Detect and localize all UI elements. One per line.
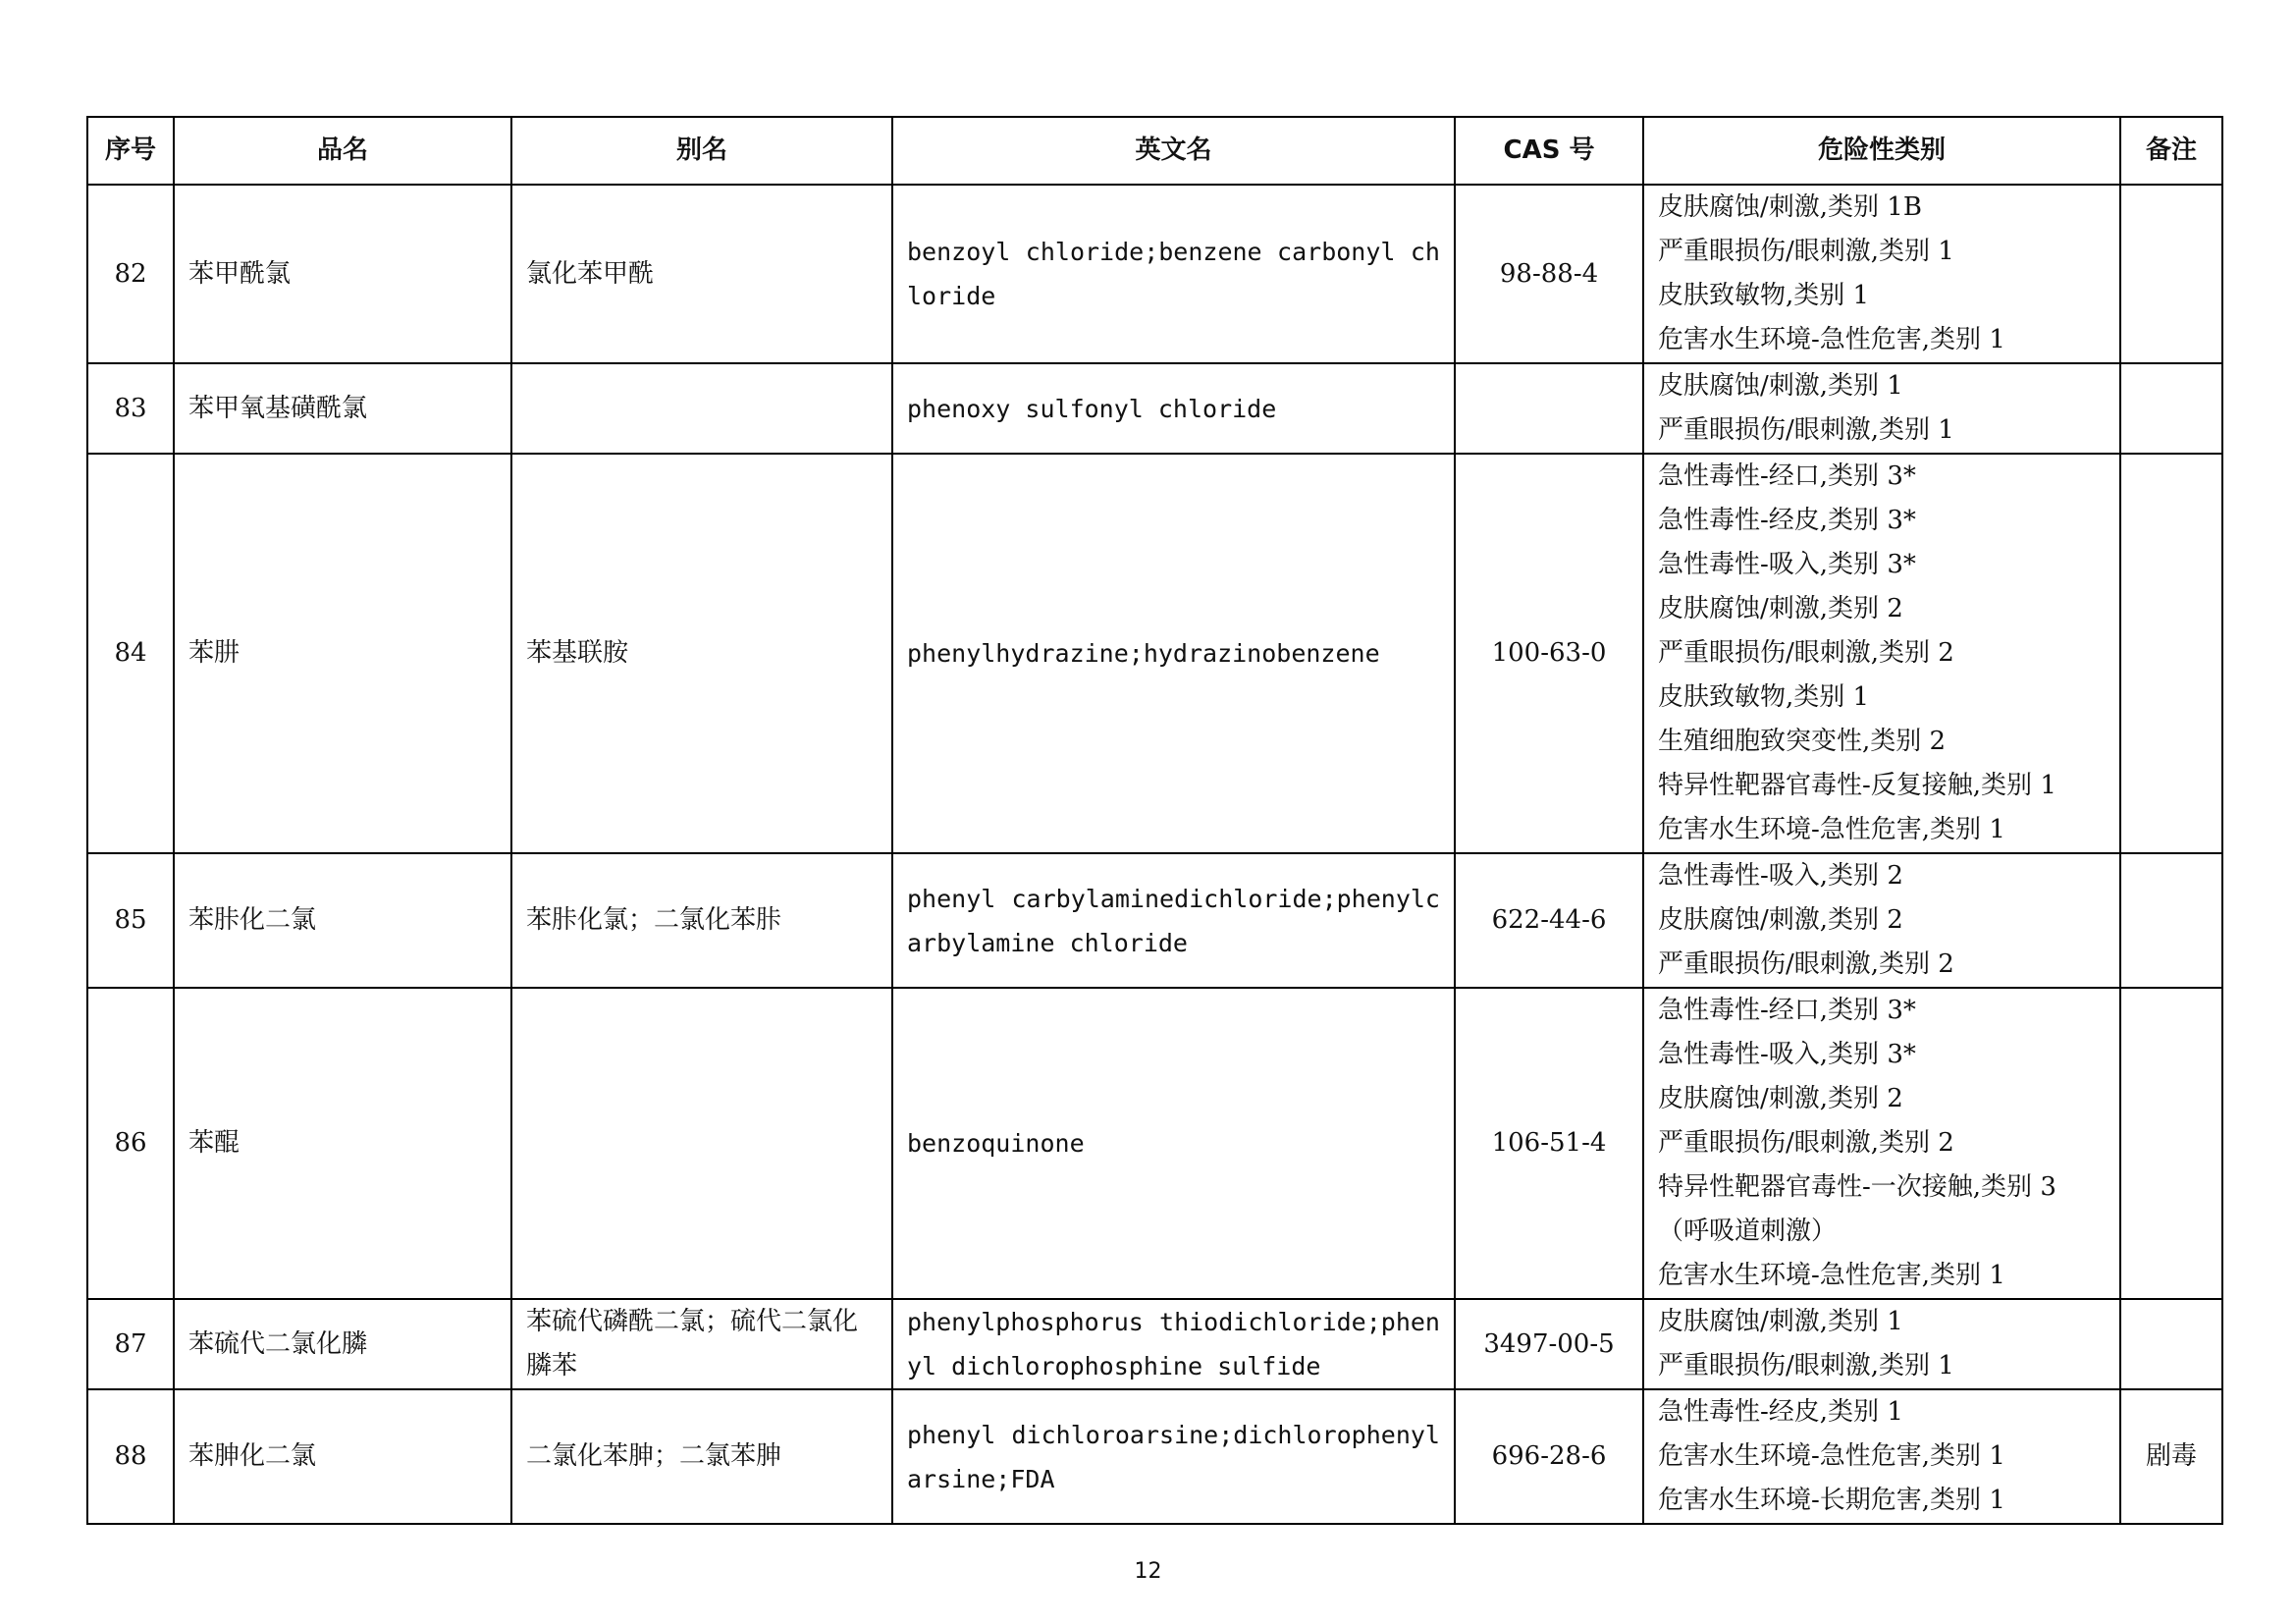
hazard-class-cell: [1643, 454, 2120, 853]
hazard-line: 急性毒性-经皮,类别 1: [1658, 1397, 1903, 1427]
table-row: [87, 363, 2222, 454]
alias-cell: 苯胩化氯；二氯化苯胩: [511, 853, 892, 988]
hazard-line: 严重眼损伤/眼刺激,类别 2: [1658, 638, 1954, 668]
header-english-name: 英文名: [892, 117, 1455, 185]
row-number-cell: 85: [87, 853, 174, 988]
table-body: [87, 185, 2222, 1524]
hazard-line: 急性毒性-经皮,类别 3*: [1658, 506, 1916, 535]
alias-cell: 苯基联胺: [511, 454, 892, 853]
english-name-cell: phenylhydrazine;hydrazinobenzene: [892, 454, 1455, 853]
hazard-line: 急性毒性-吸入,类别 2: [1658, 861, 1903, 891]
hazard-line: 皮肤腐蚀/刺激,类别 2: [1658, 594, 1903, 623]
hazard-line: 严重眼损伤/眼刺激,类别 1: [1658, 237, 1954, 266]
hazard-line: 危害水生环境-急性危害,类别 1: [1658, 815, 2005, 844]
hazard-class-cell: [1643, 853, 2120, 988]
row-number-cell: 87: [87, 1299, 174, 1389]
table-row: [87, 853, 2222, 988]
hazard-class-cell: [1643, 185, 2120, 363]
cas-number-cell: [1455, 363, 1643, 454]
hazard-class-cell: [1643, 988, 2120, 1299]
alias-cell: [511, 363, 892, 454]
hazard-line: 急性毒性-吸入,类别 3*: [1658, 1040, 1916, 1069]
note-cell: 剧毒: [2120, 1389, 2222, 1524]
hazard-line: 皮肤致敏物,类别 1: [1658, 281, 1870, 310]
hazard-line: 特异性靶器官毒性-一次接触,类别 3: [1658, 1172, 2056, 1202]
hazard-line: 危害水生环境-急性危害,类别 1: [1658, 325, 2005, 354]
product-name-cell: 苯肼: [174, 454, 511, 853]
row-number-cell: 84: [87, 454, 174, 853]
note-cell: [2120, 1299, 2222, 1389]
header-no: 序号: [87, 117, 174, 185]
hazard-line: 急性毒性-经口,类别 3*: [1658, 461, 1916, 491]
header-cas: CAS 号: [1455, 117, 1643, 185]
cas-number-cell: 696-28-6: [1455, 1389, 1643, 1524]
english-name-cell: benzoquinone: [892, 988, 1455, 1299]
english-name-cell: phenylphosphorus thiodichloride;phenyl dichlorophosphine sulfide: [892, 1299, 1455, 1389]
table-row: [87, 1389, 2222, 1524]
table-row: [87, 185, 2222, 363]
product-name-cell: 苯醌: [174, 988, 511, 1299]
header-name: 品名: [174, 117, 511, 185]
english-name-cell: benzoyl chloride;benzene carbonyl chloride: [892, 185, 1455, 363]
english-name-cell: phenyl dichloroarsine;dichlorophenylarsine;FDA: [892, 1389, 1455, 1524]
hazard-line: 皮肤腐蚀/刺激,类别 2: [1658, 1084, 1903, 1113]
hazard-line: 皮肤腐蚀/刺激,类别 2: [1658, 905, 1903, 935]
hazard-line: （呼吸道刺激）: [1658, 1217, 1838, 1246]
hazard-line: 特异性靶器官毒性-反复接触,类别 1: [1658, 771, 2056, 800]
hazard-line: 严重眼损伤/眼刺激,类别 1: [1658, 415, 1954, 445]
header-alias: 别名: [511, 117, 892, 185]
alias-cell: 氯化苯甲酰: [511, 185, 892, 363]
product-name-cell: 苯胩化二氯: [174, 853, 511, 988]
hazard-class-cell: [1643, 1389, 2120, 1524]
hazard-line: 急性毒性-经口,类别 3*: [1658, 996, 1916, 1025]
chemical-table: [86, 116, 2223, 1525]
product-name-cell: 苯胂化二氯: [174, 1389, 511, 1524]
hazard-line: 危害水生环境-急性危害,类别 1: [1658, 1441, 2005, 1471]
hazard-line: 严重眼损伤/眼刺激,类别 2: [1658, 1128, 1954, 1158]
product-name-cell: 苯甲氧基磺酰氯: [174, 363, 511, 454]
product-name-cell: 苯硫代二氯化膦: [174, 1299, 511, 1389]
table-row: [87, 1299, 2222, 1389]
row-number-cell: 86: [87, 988, 174, 1299]
alias-cell: [511, 988, 892, 1299]
cas-number-cell: 106-51-4: [1455, 988, 1643, 1299]
note-cell: [2120, 185, 2222, 363]
header-note: 备注: [2120, 117, 2222, 185]
note-cell: [2120, 853, 2222, 988]
row-number-cell: 88: [87, 1389, 174, 1524]
hazard-line: 严重眼损伤/眼刺激,类别 2: [1658, 949, 1954, 979]
hazard-class-cell: [1643, 363, 2120, 454]
row-number-cell: 83: [87, 363, 174, 454]
hazard-line: 危害水生环境-长期危害,类别 1: [1658, 1486, 2005, 1515]
product-name-cell: 苯甲酰氯: [174, 185, 511, 363]
english-name-cell: phenoxy sulfonyl chloride: [892, 363, 1455, 454]
table-row: [87, 988, 2222, 1299]
hazard-line: 危害水生环境-急性危害,类别 1: [1658, 1261, 2005, 1290]
hazard-line: 皮肤腐蚀/刺激,类别 1B: [1658, 192, 1922, 222]
cas-number-cell: 100-63-0: [1455, 454, 1643, 853]
note-cell: [2120, 454, 2222, 853]
hazard-line: 急性毒性-吸入,类别 3*: [1658, 550, 1916, 579]
note-cell: [2120, 363, 2222, 454]
cas-number-cell: 3497-00-5: [1455, 1299, 1643, 1389]
header-hazard-class: 危险性类别: [1643, 117, 2120, 185]
cas-number-cell: 622-44-6: [1455, 853, 1643, 988]
english-name-cell: phenyl carbylaminedichloride;phenylcarbylamine chloride: [892, 853, 1455, 988]
page-number: 12: [1134, 1559, 1162, 1584]
hazard-line: 严重眼损伤/眼刺激,类别 1: [1658, 1351, 1954, 1380]
alias-cell: 二氯化苯胂；二氯苯胂: [511, 1389, 892, 1524]
row-number-cell: 82: [87, 185, 174, 363]
hazard-class-cell: [1643, 1299, 2120, 1389]
hazard-line: 皮肤腐蚀/刺激,类别 1: [1658, 1307, 1903, 1336]
table-row: [87, 454, 2222, 853]
hazard-line: 皮肤致敏物,类别 1: [1658, 682, 1870, 712]
hazard-line: 生殖细胞致突变性,类别 2: [1658, 727, 1947, 756]
header-row: [87, 117, 2222, 185]
note-cell: [2120, 988, 2222, 1299]
hazard-line: 皮肤腐蚀/刺激,类别 1: [1658, 371, 1903, 401]
cas-number-cell: 98-88-4: [1455, 185, 1643, 363]
alias-cell: 苯硫代磷酰二氯；硫代二氯化膦苯: [511, 1299, 892, 1389]
